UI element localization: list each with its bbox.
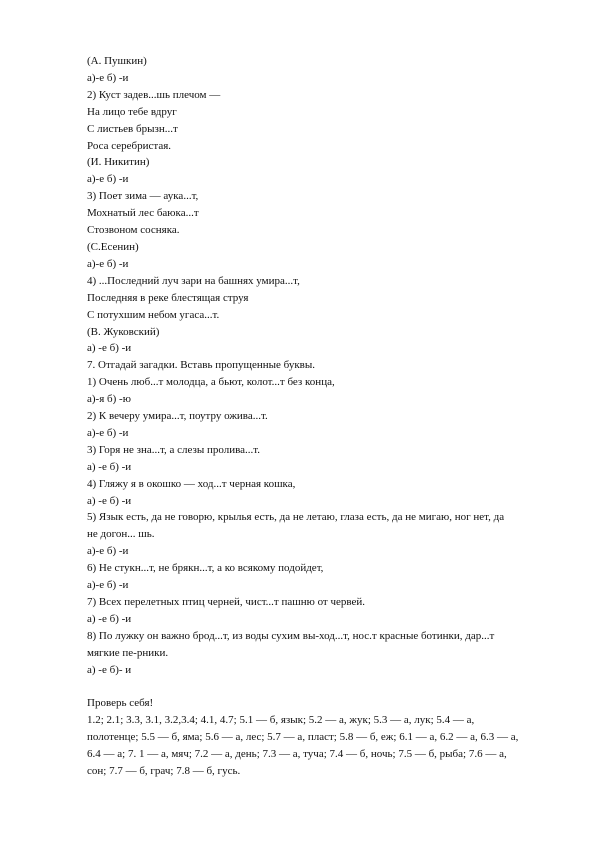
text-line: а)-я б) -ю <box>87 393 131 406</box>
text-line: (А. Пушкин) <box>87 55 147 67</box>
text-line: С листьев брызн...т <box>87 122 178 135</box>
text-line: а) -е б) -и <box>87 342 132 355</box>
text-line: не догон... шь. <box>87 528 155 541</box>
answer-line: полотенце; 5.5 — б, яма; 5.6 — а, лес; 5.7 — а, пласт; 5.8 — б, еж; 6.1 — а, 6.2 — а, 6.3 — а, <box>87 731 519 744</box>
check-yourself-heading: Проверь себя! <box>87 697 154 710</box>
text-line: На лицо тебе вдруг <box>87 105 177 118</box>
text-line: (С.Есенин) <box>87 240 139 253</box>
text-line: 3) Поет зима — аука...т, <box>87 190 199 203</box>
text-line: 4) Гляжу я в окошко — ход...т черная кошка, <box>87 477 296 490</box>
text-line: а)-е б) -и <box>87 579 129 592</box>
text-line: а) -е б) -и <box>87 494 132 507</box>
answer-line: 6.4 — а; 7. 1 — а, мяч; 7.2 — а, день; 7.3 — а, туча; 7.4 — б, ночь; 7.5 — б, рыба; 7.6 — а, <box>87 748 507 761</box>
text-line: 8) По лужку он важно брод...т, из воды сухим вы-ход...т, нос.т красные ботинки, дар...т <box>87 629 495 642</box>
text-line: Последняя в реке блестящая струя <box>87 291 249 304</box>
text-line: (И. Никитин) <box>87 156 150 169</box>
text-line: 7. Отгадай загадки. Вставь пропущенные буквы. <box>87 359 315 372</box>
text-line: а)-е б) -и <box>87 545 129 558</box>
text-line: а) -е б) -и <box>87 460 132 473</box>
text-line: 2) Куст задев...шь плечом — <box>87 88 221 101</box>
text-line: а)-е б) -и <box>87 426 129 439</box>
document-body <box>87 53 557 780</box>
text-line: Роса серебристая. <box>87 139 172 152</box>
answer-line: 1.2; 2.1; 3.3, 3.1, 3.2,3.4; 4.1, 4.7; 5.1 — б, язык; 5.2 — а, жук; 5.3 — а, лук; 5.4 — а, <box>87 714 475 727</box>
text-line: (В. Жуковский) <box>87 325 160 338</box>
text-line: а)-е б) -и <box>87 257 129 270</box>
text-line: 3) Горя не зна...т, а слезы пролива...т. <box>87 443 261 456</box>
text-line: 4) ...Последний луч зари на башнях умира...т, <box>87 274 300 287</box>
text-line: а) -е б) -и <box>87 612 132 625</box>
text-line: С потухшим небом угаса...т. <box>87 308 220 321</box>
text-line: Мохнатый лес баюка...т <box>87 207 199 220</box>
text-line: а) -е б)- и <box>87 663 132 676</box>
answer-line: сон; 7.7 — б, грач; 7.8 — б, гусь. <box>87 765 241 778</box>
text-line: 7) Всех перелетных птиц черней, чист...т пашню от червей. <box>87 596 366 608</box>
text-line: 6) Не стукн...т, не брякн...т, а ко всякому подойдет, <box>87 562 324 575</box>
text-line: мягкие пе-рники. <box>87 646 169 659</box>
text-line: а)-е б) -и <box>87 71 129 84</box>
text-line: 2) К вечеру умира...т, поутру ожива...т. <box>87 410 268 423</box>
text-line: Стозвоном сосняка. <box>87 224 180 237</box>
text-line: 5) Язык есть, да не говорю, крылья есть, да не летаю, глаза есть, да не мигаю, ног нет, да <box>87 511 505 524</box>
text-line: 1) Очень люб...т молодца, а бьют, колот...т без конца, <box>87 376 335 389</box>
section-gap <box>87 679 557 696</box>
text-line: а)-е б) -и <box>87 173 129 186</box>
